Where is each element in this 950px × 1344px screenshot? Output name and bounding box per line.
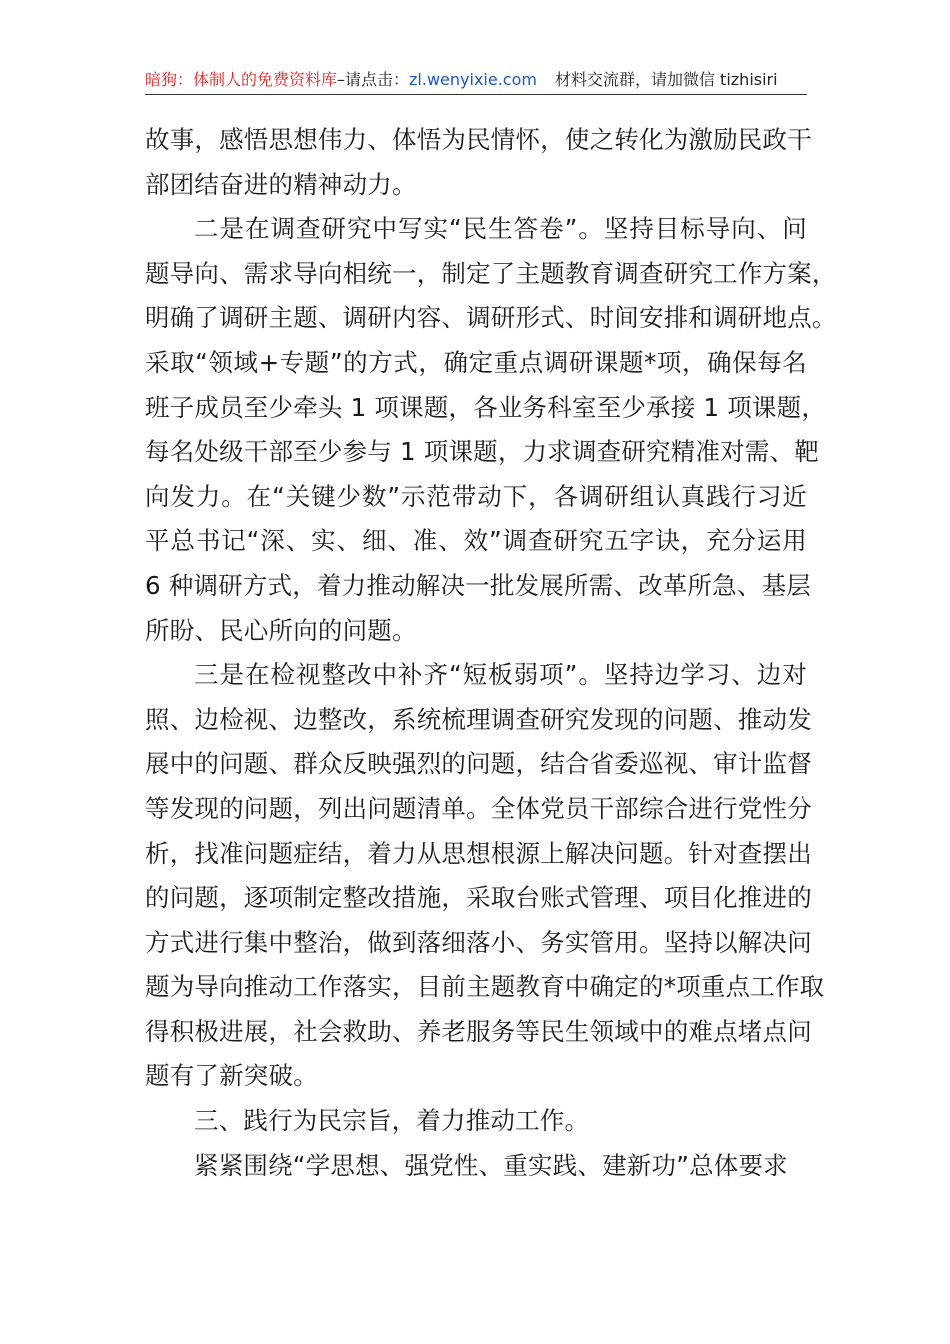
text-line: 故事，感悟思想伟力、体悟为民情怀，使之转化为激励民政干 — [145, 125, 812, 154]
text-line: 题导向、需求导向相统一，制定了主题教育调查研究工作方案， — [145, 258, 837, 288]
text-line: 等发现的问题，列出问题清单。全体党员干部综合进行党性分 — [145, 793, 812, 823]
text-line: 三是在检视整改中补齐“短板弱项”。坚持边学习、边对 — [194, 660, 807, 690]
text-line: 二是在调查研究中写实“民生答卷”。坚持目标导向、问 — [194, 214, 807, 244]
text-line: 每名处级干部至少参与 1 项课题，力求调查研究精准对需、靶 — [145, 437, 819, 467]
text-line: 展中的问题、群众反映强烈的问题，结合省委巡视、审计监督 — [145, 749, 812, 779]
header-url-link[interactable]: zl.wenyixie.com — [409, 70, 537, 89]
paragraph — [145, 653, 825, 1099]
text-line: 三、践行为民宗旨，着力推动工作。 — [194, 1106, 590, 1136]
text-line: 析，找准问题症结，着力从思想根源上解决问题。针对查摆出 — [145, 838, 812, 868]
paragraph — [145, 207, 837, 653]
paragraph — [145, 1099, 807, 1144]
header-group-note: 材料交流群，请加微信 tizhisiri — [554, 70, 778, 89]
text-line: 的问题，逐项制定整改措施，采取台账式管理、项目化推进的 — [145, 883, 812, 913]
text-line: 向发力。在“关键少数”示范带动下，各调研组认真践行习近 — [145, 481, 807, 511]
text-line: 所盼、民心所向的问题。 — [145, 615, 417, 645]
paragraph — [145, 118, 812, 207]
text-line: 照、边检视、边整改，系统梳理调查研究发现的问题、推动发 — [145, 704, 812, 734]
text-line: 明确了调研主题、调研内容、调研形式、时间安排和调研地点。 — [145, 303, 837, 333]
text-line: 方式进行集中整治，做到落细落小、务实管用。坚持以解决问 — [145, 927, 812, 957]
text-line: 班子成员至少牵头 1 项课题，各业务科室至少承接 1 项课题， — [145, 392, 827, 422]
document-body — [145, 118, 837, 1188]
paragraph — [145, 1144, 807, 1189]
text-line: 题为导向推动工作落实，目前主题教育中确定的*项重点工作取 — [145, 972, 825, 1002]
header-site-name: 暗狗：体制人的免费资料库 — [145, 70, 338, 89]
text-line: 部团结奋进的精神动力。 — [145, 169, 417, 199]
text-line: 紧紧围绕“学思想、强党性、重实践、建新功”总体要求 — [194, 1150, 788, 1180]
text-line: 平总书记“深、实、细、准、效”调查研究五字诀，充分运用 — [145, 526, 807, 556]
text-line: 得积极进展，社会救助、养老服务等民生领域中的难点堵点问 — [145, 1016, 812, 1046]
header-click-prefix: –请点击： — [337, 70, 410, 89]
page-header — [145, 66, 807, 95]
text-line: 采取“领域+专题”的方式，确定重点调研课题*项，确保每名 — [145, 347, 807, 377]
text-line: 题有了新突破。 — [145, 1061, 318, 1091]
text-line: 6 种调研方式，着力推动解决一批发展所需、改革所急、基层 — [145, 570, 811, 600]
